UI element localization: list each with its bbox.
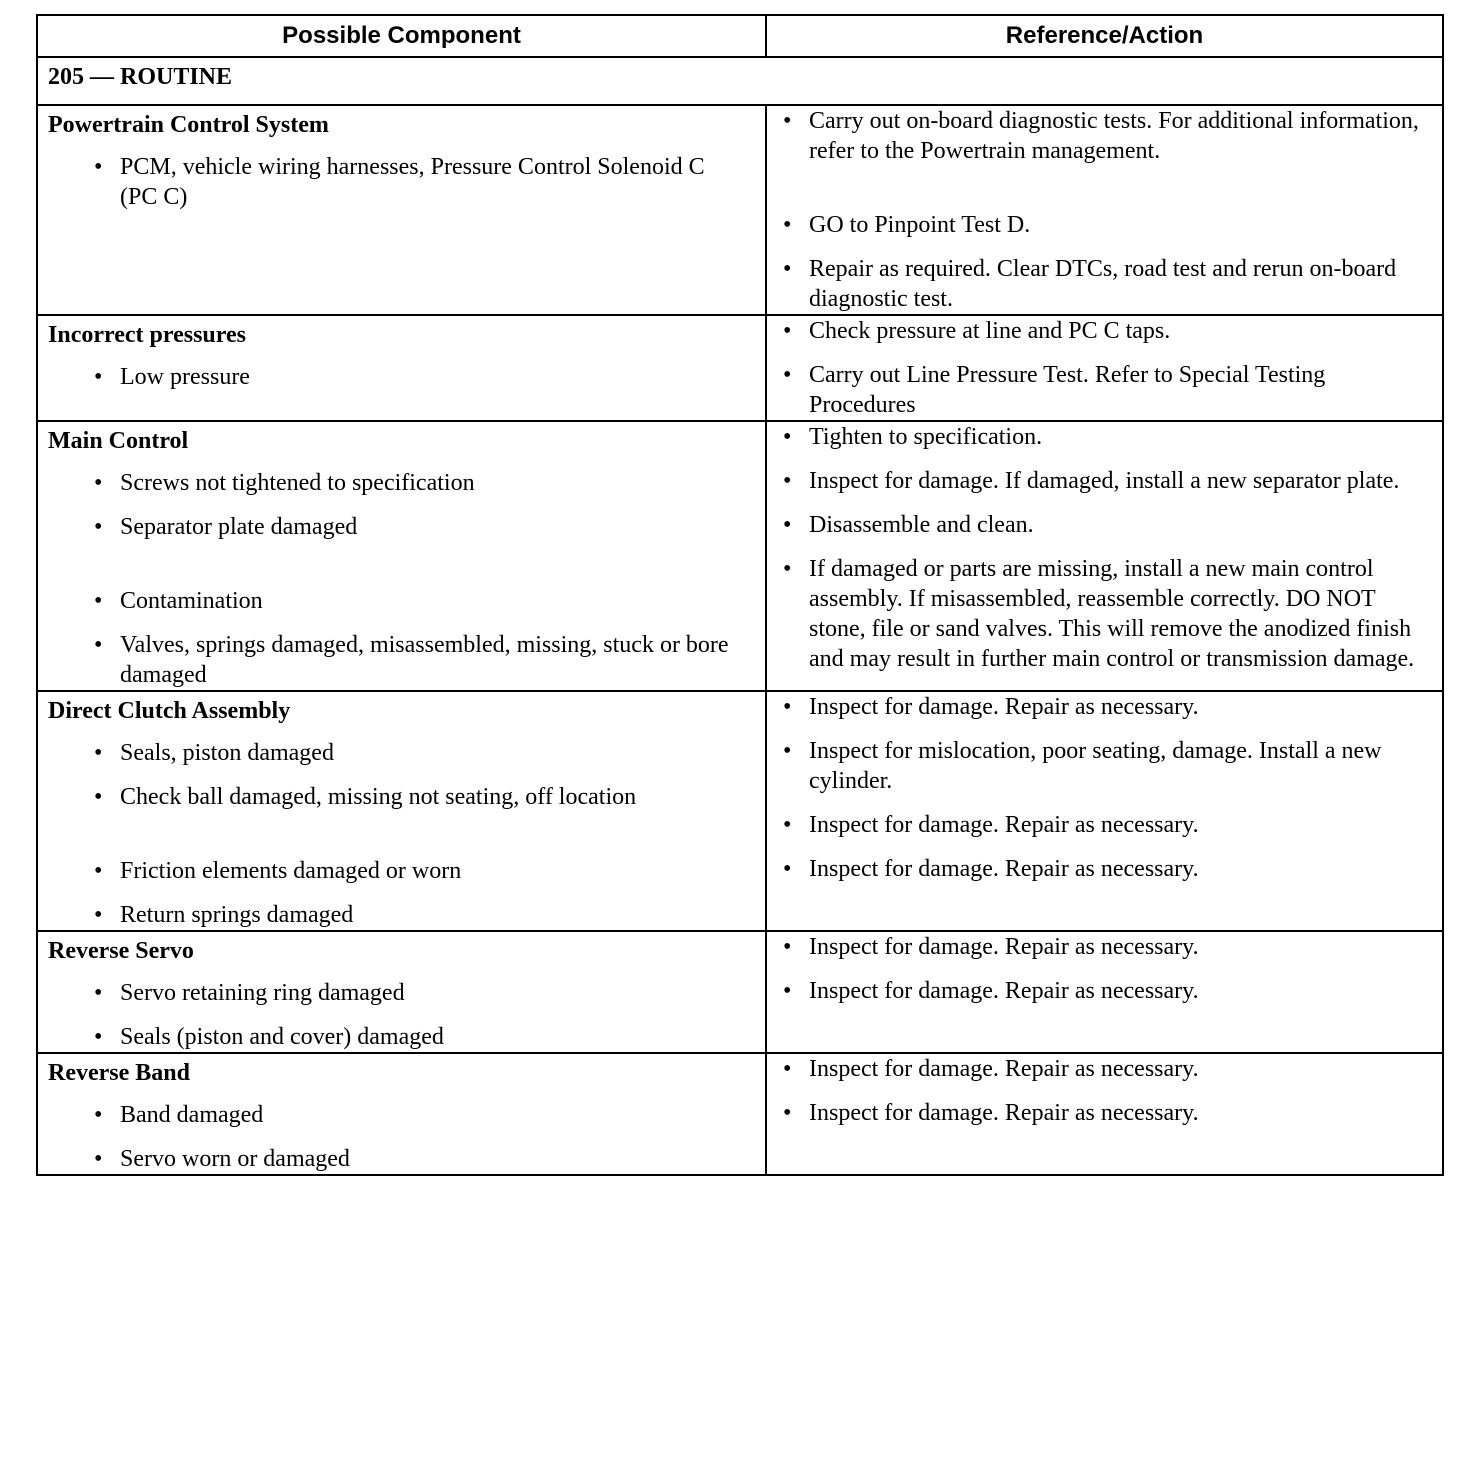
component-text: Low pressure [120,364,250,390]
action-text: If damaged or parts are missing, install a new main control assembly. If misassembled, reassemble correctly. DO NOT stone, file or sand valves. This will remove the anodized finish and may result in further main control or transmission damage. [809,556,1415,672]
action-text: Inspect for damage. Repair as necessary. [809,1056,1199,1082]
bullet-icon: • [94,1024,103,1050]
action-item [767,932,1442,962]
bullet-icon: • [94,858,103,884]
section-row [37,105,1443,315]
bullet-icon: • [783,318,792,344]
action-text: Check pressure at line and PC C taps. [809,318,1171,344]
bullet-icon: • [783,362,792,388]
action-item [767,254,1442,314]
action-text: Inspect for mislocation, poor seating, damage. Install a new cylinder. [809,738,1382,794]
action-item [767,316,1442,346]
action-item [767,810,1442,840]
action-item [767,692,1442,722]
bullet-icon: • [94,980,103,1006]
action-cell [766,691,1443,931]
bullet-icon: • [783,468,792,494]
component-item [38,738,765,768]
action-text: Inspect for damage. If damaged, install a new separator plate. [809,468,1400,494]
diagnosis-table [36,14,1444,1176]
component-text: Valves, springs damaged, misassembled, missing, stuck or bore damaged [120,632,729,688]
section-title: Reverse Servo [48,938,194,964]
component-item [38,900,765,930]
action-cell [766,1053,1443,1175]
component-text: Contamination [120,588,263,614]
bullet-icon: • [783,934,792,960]
component-text: Seals (piston and cover) damaged [120,1024,444,1050]
code-row [37,57,1443,105]
action-cell [766,421,1443,691]
bullet-icon: • [783,738,792,764]
bullet-icon: • [783,978,792,1004]
bullet-icon: • [783,812,792,838]
action-item [767,360,1442,420]
action-item [767,554,1442,674]
component-item [38,468,765,498]
bullet-icon: • [783,856,792,882]
component-text: Band damaged [120,1102,264,1128]
component-item [38,362,765,392]
action-text: Carry out Line Pressure Test. Refer to Special Testing Procedures [809,362,1326,418]
bullet-icon: • [783,108,792,134]
bullet-icon: • [94,784,103,810]
bullet-icon: • [94,514,103,540]
action-item [767,210,1442,240]
component-text: Return springs damaged [120,902,354,928]
action-text: Disassemble and clean. [809,512,1034,538]
action-item [767,466,1442,496]
action-item [767,1054,1442,1084]
action-item [767,106,1442,210]
component-item [38,1100,765,1130]
routine-code: 205 — ROUTINE [37,57,1443,105]
component-cell [37,1053,766,1175]
bullet-icon: • [94,470,103,496]
header-possible-component: Possible Component [37,15,766,57]
section-row [37,421,1443,691]
action-cell [766,315,1443,421]
header-row [37,15,1443,57]
component-item [38,586,765,616]
action-text: Carry out on-board diagnostic tests. For additional information, refer to the Powertrain management. [809,108,1419,164]
component-item [38,152,765,212]
bullet-icon: • [94,1102,103,1128]
component-item [38,1022,765,1052]
component-cell [37,691,766,931]
bullet-icon: • [94,740,103,766]
action-text: Inspect for damage. Repair as necessary. [809,978,1199,1004]
action-item [767,422,1442,452]
component-text: Servo retaining ring damaged [120,980,405,1006]
bullet-icon: • [94,364,103,390]
section-row [37,931,1443,1053]
action-item [767,854,1442,884]
bullet-icon: • [783,212,792,238]
action-text: Inspect for damage. Repair as necessary. [809,694,1199,720]
component-item [38,978,765,1008]
bullet-icon: • [783,694,792,720]
action-text: Inspect for damage. Repair as necessary. [809,856,1199,882]
bullet-icon: • [783,512,792,538]
component-text: Seals, piston damaged [120,740,334,766]
action-item [767,976,1442,1006]
action-text: Inspect for damage. Repair as necessary. [809,812,1199,838]
action-item [767,736,1442,796]
bullet-icon: • [783,1056,792,1082]
component-item [38,1144,765,1174]
action-item [767,510,1442,540]
bullet-icon: • [94,1146,103,1172]
component-cell [37,315,766,421]
component-text: Separator plate damaged [120,514,358,540]
component-cell [37,931,766,1053]
bullet-icon: • [94,902,103,928]
bullet-icon: • [94,588,103,614]
action-text: Repair as required. Clear DTCs, road test and rerun on-board diagnostic test. [809,256,1397,312]
bullet-icon: • [783,1100,792,1126]
component-cell [37,105,766,315]
section-row [37,1053,1443,1175]
component-item [38,856,765,886]
component-text: PCM, vehicle wiring harnesses, Pressure Control Solenoid C (PC C) [120,154,705,210]
section-title: Incorrect pressures [48,322,246,348]
action-text: Inspect for damage. Repair as necessary. [809,934,1199,960]
component-text: Check ball damaged, missing not seating, off location [120,784,637,810]
component-item [38,782,765,856]
action-text: Tighten to specification. [809,424,1043,450]
component-text: Friction elements damaged or worn [120,858,462,884]
header-reference-action: Reference/Action [766,15,1443,57]
component-cell [37,421,766,691]
component-text: Servo worn or damaged [120,1146,350,1172]
bullet-icon: • [783,256,792,282]
bullet-icon: • [783,424,792,450]
component-item [38,512,765,586]
action-text: Inspect for damage. Repair as necessary. [809,1100,1199,1126]
section-row [37,691,1443,931]
section-title: Direct Clutch Assembly [48,698,291,724]
section-title: Powertrain Control System [48,112,329,138]
action-cell [766,931,1443,1053]
action-text: GO to Pinpoint Test D. [809,212,1031,238]
component-item [38,630,765,690]
component-text: Screws not tightened to specification [120,470,475,496]
section-title: Reverse Band [48,1060,190,1086]
bullet-icon: • [94,632,103,658]
section-title: Main Control [48,428,189,454]
action-item [767,1098,1442,1128]
bullet-icon: • [94,154,103,180]
bullet-icon: • [783,556,792,582]
action-cell [766,105,1443,315]
section-row [37,315,1443,421]
